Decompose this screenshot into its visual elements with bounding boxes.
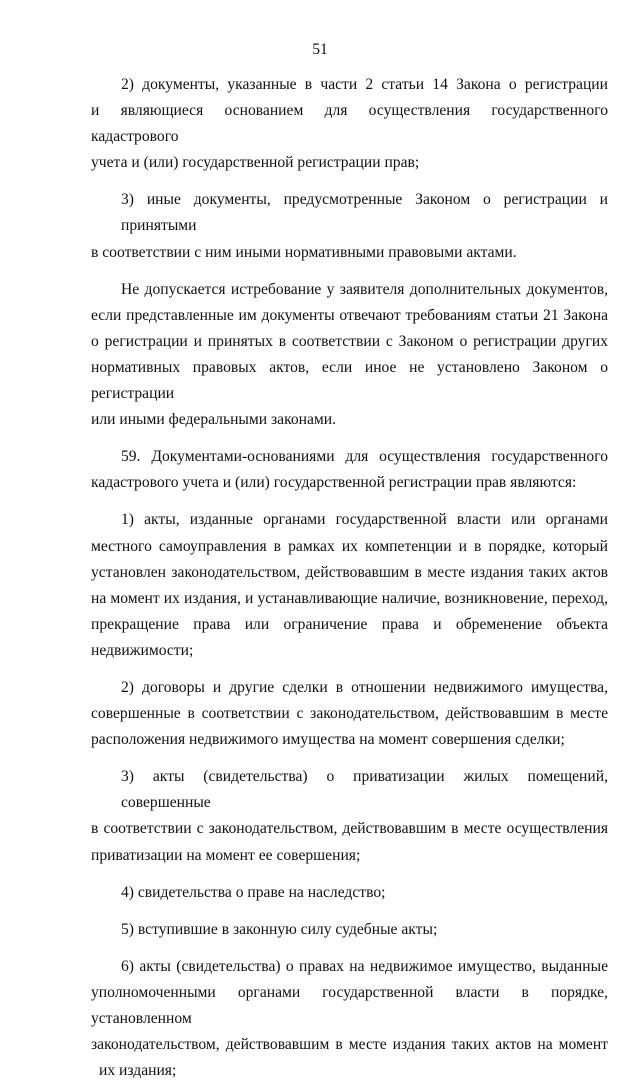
text-line: прекращение права или ограничение права и обременение объекта [91,615,608,633]
text-line: 3) иные документы, предусмотренные Законом о регистрации и принятыми [121,191,608,235]
document-body [91,72,608,1084]
text-line: местного самоуправления в рамках их компетенции и в порядке, который [91,537,608,555]
text-line: совершенные в соответствии с законодательством, действовавшим в месте [91,705,608,723]
text-line: 5) вступившие в законную силу судебные акты; [121,920,438,938]
paragraph-item-3-other-documents [91,187,608,265]
paragraph-no-additional-documents [91,277,608,434]
text-line: Не допускается истребование у заявителя дополнительных документов, [121,280,608,298]
paragraph-item-4-inheritance [91,880,608,906]
text-line: нормативных правовых актов, если иное не установлено Законом о регистрации [91,358,608,403]
paragraph-item-1-acts [91,507,608,664]
text-line: учета и (или) государственной регистрации прав; [91,154,420,172]
text-line: в соответствии с ним иными нормативными правовыми актами. [91,243,517,261]
paragraph-item-2-documents [91,72,608,176]
text-line: или иными федеральными законами. [91,411,337,429]
text-line: и являющиеся основанием для осуществления государственного кадастрового [91,102,608,146]
text-line: в соответствии с законодательством, действовавшим в месте осуществления [91,820,608,838]
page-number: 51 [312,41,328,58]
text-line: расположения недвижимого имущества на момент совершения сделки; [91,731,565,749]
text-line: 6) акты (свидетельства) о правах на недвижимое имущество, выданные [121,957,608,975]
text-line: 1) акты, изданные органами государственной власти или органами [121,511,608,529]
text-line: 2) договоры и другие сделки в отношении недвижимого имущества, [121,678,608,696]
text-line: на момент их издания, и устанавливающие наличие, возникновение, переход, [91,589,608,607]
text-line: если представленные им документы отвечают требованиям статьи 21 Закона [91,306,608,324]
text-line: приватизации на момент ее совершения; [91,846,361,864]
text-line: 3) акты (свидетельства) о приватизации жилых помещений, совершенные [121,768,608,812]
text-line: установлен законодательством, действовавшим в месте издания таких актов [91,563,608,581]
text-line: 2) документы, указанные в части 2 статьи 14 Закона о регистрации [121,76,608,93]
paragraph-item-6-certificates [91,954,608,1084]
text-line: их издания; [99,1062,177,1080]
paragraph-item-3-privatization [91,764,608,868]
text-line: 4) свидетельства о праве на наследство; [121,883,386,901]
text-line: законодательством, действовавшим в месте издания таких актов на момент [91,1036,608,1054]
paragraph-clause-59 [91,444,608,496]
text-line: уполномоченными органами государственной власти в порядке, установленном [91,983,608,1027]
text-line: кадастрового учета и (или) государственной регистрации прав являются: [91,474,577,492]
paragraph-item-5-court-acts [91,917,608,943]
paragraph-item-2-contracts [91,675,608,753]
text-line: 59. Документами-основаниями для осуществления государственного [121,448,608,466]
text-line: о регистрации и принятых в соответствии с Законом о регистрации других [91,332,608,350]
text-line: недвижимости; [91,641,194,659]
